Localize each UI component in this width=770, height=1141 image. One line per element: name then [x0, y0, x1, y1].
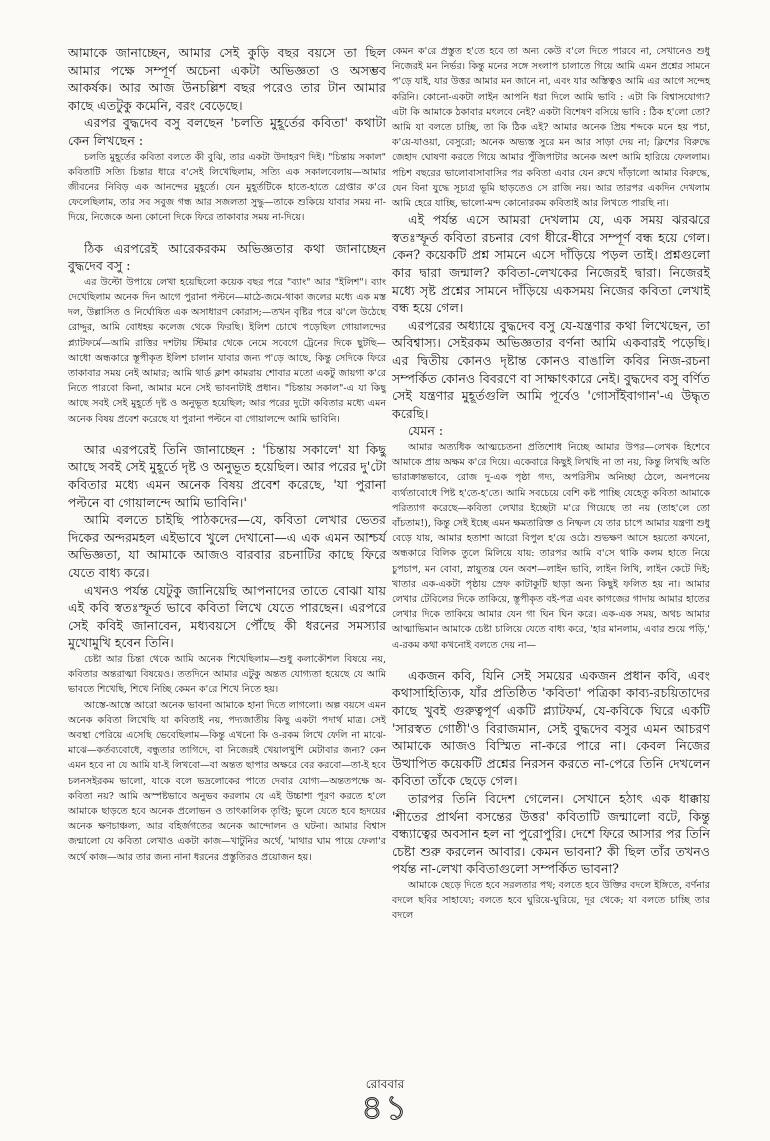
paragraph-spacer	[392, 653, 710, 667]
quote-paragraph: আমার অত্যধিক আত্মচেতনা প্রতিশোধ নিচ্ছে আমার উপর—লেখক হিশেবে আমাকে প্রায় অক্ষম ক'রে দিয়ে। একেবারে কিছুই লিখছি না তা নয়, কিন্তু লিখছি অতি ভারাক্রান্তভাবে, রোজ দু-এক পৃষ্ঠা গদ্য, অপরিসীম অনিচ্ছা ঠেলে, অনপনেয় ব্যর্থতাবোধে পিষ্ট হ'তে-হ'তে। আমি সবচেয়ে বেশি কষ্ট পাচ্ছি যেহেতু কবিতা আমাকে পরিত্যাগ করেছে—কবিতা লেখার ইচ্ছেটা ম'রে গিয়েছে তা নয় (তাহ'লে তো বাঁচতাম!), কিন্তু সেই ইচ্ছে এমন ক্ষমতারিক্ত ও নিষ্ফল যে তার চাপে আমার যন্ত্রণা শুধু বেড়ে যায়, আমার হতাশা আরো বিপুল হ'য়ে ওঠে। শুভক্ষণ আসে হয়তো কখনো, অন্ধকারে বিলিক তুলে মিলিয়ে যায়: তারপর আমি ব'সে থাকি কলম হাতে নিয়ে চুপচাপ, মন বোবা, স্নায়ুতন্ত্র যেন অবশ—লাইন ভাবি, লাইন লিখি, লাইন কেটে দিই; খাতার এক-একটা পৃষ্ঠায় স্রেফ কাটাকুটি ছাড়া অন্য কিছুই ফলিত হয় না। আমার লেখার টেবিলের দিকে তাকিয়ে, স্তূপীকৃত বই-পত্র এবং কাগজের গাদায় আমার হাতের লেখার দিকে তাকিয়ে আমার যেন গা ঘিন ঘিন করে। এক-এক সময়, অথচ আমার আত্মাভিমান আমাকে চেষ্টা চালিয়ে যেতে বাধ্য করে, 'হার মানলাম, এবার শুয়ে পড়ি,' এ-রকম কথা কখনোই বলতে দেয় না—	[392, 441, 710, 651]
quote-paragraph: আস্তে-আস্তে আরো অনেক ভাবনা আমাকে হানা দিতে লাগলো। অল্প বয়সে এমন অনেক কবিতা লিখেছি যা কবিতাই নয়, পদ্যজাতীয় কিছু একটা পদার্থ মাত্র। সেই অবস্থা পেরিয়ে এসেছি ভেবেছিলাম—কিন্তু এখনো কি ও-রকম লিখে ফেলি না মাঝে-মাঝে—কর্তব্যবোধে, বন্ধুতার তাগিদে, বা নিজেরই খেয়ালখুশি মেটাবার জন্য? কেন এমন হবে না যে আমি যা-ই লিখবো—বা অন্তত ছাপার অক্ষরে বের করবো—তা-ই হবে চলনসইরকম ভালো, যাকে বলে ভদ্রলোকের পাতে দেবার যোগ্য—অন্ততপক্ষে অ-কবিতা নয়? আমি অস্পষ্টভাবে অনুভব করলাম যে এই উচ্চাশা পূরণ করতে হ'লে আমাকে ছাড়তে হবে অনেক প্রলোভন ও তাৎকালিক তৃপ্তি; ভুলে যেতে হবে হৃদয়ের অনেক ক্ষণচাঞ্চল্য, আর বহির্জগতের অনেক আন্দোলন ও ঘটনা। আমার বিশ্বাস জন্মালো যে কবিতা লেখাও একটা কাজ—খাটুনির অর্থে, 'মাথার ঘাম পায়ে ফেলা'র অর্থে কাজ—আর তার জন্য নানা ধরনের প্রস্তুতিরও প্রয়োজন হয়।	[68, 699, 386, 863]
body-paragraph: এই পর্যন্ত এসে আমরা দেখলাম যে, এক সময় ঝরঝরে স্বতঃস্ফূর্ত কবিতা রচনার বেগ ধীরে-ধীরে সম্পূর্ণ বন্ধ হয়ে গেল। কেন? কয়েকটি প্রশ্ন সামনে এসে দাঁড়িয়ে পড়ল তাই। প্রশ্নগুলো কার দ্বারা জন্মাল? কবিতা-লেখকের নিজেরই দ্বারা। নিজেরই মধ্যে সৃষ্ট প্রশ্নের সামনে দাঁড়িয়ে একসময় নিজের কবিতা লেখাই বন্ধ হয়ে গেল।	[392, 212, 710, 316]
body-paragraph: এখনও পর্যন্ত যেটুকু জানিয়েছি আপনাদের তাতে বোঝা যায় এই কবি স্বতঃস্ফূর্ত ভাবে কবিতা লিখে যেতে পারছেন। এরপরে সেই কবিই জানাবেন, মধ্যবয়সে পৌঁছে কী ধরনের সমস্যার মুখোমুখি হবেন তিনি।	[68, 582, 386, 651]
quote-paragraph: চলতি মুহূর্তের কবিতা বলতে কী বুঝি, তার একটা উদাহরণ দিই। "চিন্তায় সকাল" কবিতাটি সত্যি চিন্তার ধারে ব'সেই লিখেছিলাম, সত্যি এক সকালবেলায়—আমার জীবনের নিবিড় এক আনন্দের মুহূর্তে। যেন মুহূর্তটিকে হাতে-হাতে গ্রেপ্তার ক'রে ফেলেছিলাম, তার সব সবুজ গন্ধ আর সজলতা সুদ্ধু—তাকে শুকিয়ে যাবার সময় না-দিয়ে, নিজেকে অন্য কোনো দিকে ফিরে তাকাবার সময় না-দিয়ে।	[68, 151, 386, 224]
quote-paragraph: আমাকে ছেড়ে দিতে হবে সরলতার পথ; বলতে হবে উক্তির বদলে ইঙ্গিতে, বর্ণনার বদলে ছবির সাহায্যে; বলতে হবে ঘুরিয়ে-ঘুরিয়ে, দূর থেকে; যা বলতে চাচ্ছি তার বদলে	[392, 879, 710, 922]
quote-paragraph: কেমন ক'রে প্রস্তুত হ'তে হবে তা অন্য কেউ ব'লে দিতে পারবে না, সেখানেও শুধু নিজেরই মন নির্ভর। কিন্তু মনের সঙ্গে সংলাপ চালাতে গিয়ে আমি এমন প্রশ্নের সামনে প'ড়ে যাই, যার উত্তর আমার মন জানে না, এবং যার অস্তিত্বও আমি এর আগে সন্দেহ করিনি। কোনো-একটা লাইন আপনি ধরা দিলে আমি ভাবি : এটা কি বিশ্বাসযোগ্য? এটা কি আমাকে ঠকাবার মৎলবে নেই? একটা বিশেষণ বসিয়ে ভাবি : ঠিক হ'লো তো? আমি যা বলতে চাচ্ছি, তা কি ঠিক এই? আমার অনেক প্রিয় শব্দকে মনে হয় পচা, ক'য়ে-যাওয়া, বেসুরো; অনেক অভ্যস্ত সুরে মন আর সাড়া দেয় না; ক্লিশের বিরুদ্ধে জেহাদ ঘোষণা করতে গিয়ে আমার পুঁজিপাটার অনেক অংশ আমি হারিয়ে ফেললাম। পচিশ বছরের ভালোবাসাবাসির পর কবিতা এবার যেন রুখে দাঁড়ালো আমার বিরুদ্ধে, যেন বিনা যুদ্ধে সূচ্যগ্র ভূমি ছাড়তেও সে রাজি নয়। আর তারপর একদিন দেখলাম আমি হেরে যাচ্ছি, ভালো-মন্দ কোনোরকম কবিতাই আর লিখতে পারছি না।	[392, 46, 710, 210]
paragraph-spacer	[68, 427, 386, 441]
magazine-name: রোববার	[365, 1077, 405, 1091]
body-paragraph: যেমন :	[408, 423, 444, 439]
paragraph-spacer	[68, 226, 386, 240]
body-paragraph: আর এরপরেই তিনি জানাচ্ছেন : 'চিন্তায় সকালে' যা কিছু আছে সবই সেই মুহূর্তে দৃষ্ট ও অনুভূত হয়েছিল। আর পরের দু'টো কবিতার মধ্যে এমন অনেক বিষয় প্রবেশ করেছে, 'যা পুরানা পল্টনে বা গোয়ালন্দে আমি ভাবিনি।'	[68, 441, 386, 510]
body-paragraph: এরপর বুদ্ধদেব বসু বলছেন 'চলতি মুহূর্তের কবিতা' কথাটা কেন লিখছেন :	[68, 115, 386, 148]
page-number: ৪১	[360, 1088, 410, 1128]
body-paragraph: তারপর তিনি বিদেশ গেলেন। সেখানে হঠাৎ এক ধাক্কায় 'শীতের প্রার্থনা বসন্তের উত্তর' কবিতাটি জন্মালো বটে, কিন্তু বন্ধ্যাত্বের অবসান হল না পুরোপুরি। দেশে ফিরে আসার পর তিনি চেষ্টা শুরু করলেন আবার। কেমন ভাবনা? কী ছিল তাঁর তখনও পর্যন্ত না-লেখা কবিতাগুলো সম্পর্কিত ভাবনা?	[392, 790, 710, 877]
body-paragraph: আমি বলতে চাইছি পাঠকদের—যে, কবিতা লেখার ভেতর দিকের অন্দরমহল এইভাবে খুলে দেখানো—এ এক এমন আশ্চর্য অভিজ্ঞতা, যা আমাকে আজও বারবার রচনাটির কাছে ফিরে যেতে বাধ্য করে।	[68, 512, 386, 580]
body-paragraph: এরপরের অধ্যায়ে বুদ্ধদেব বসু যে-যন্ত্রণার কথা লিখেছেন, তা অবিশ্বাস্য। সেইরকম অভিজ্ঞতার বর্ণনা আমি একবারই পড়েছি। এর দ্বিতীয় কোনও দৃষ্টান্ত কোনও বাঙালি কবির নিজ-রচনা সম্পর্কিত কোনও বিবরণে বা সাক্ষাৎকারে নেই। বুদ্ধদেব বসু বর্ণিত সেই যন্ত্রণার মুহূর্তগুলি আমি পূর্বেও 'গোসাঁইবাগান'-এ উদ্ধৃত করেছি।	[392, 317, 710, 421]
right-column	[392, 44, 710, 924]
quote-paragraph: এর উল্টো উপায়ে লেখা হয়েছিলো কয়েক বছর পরে "ব্যাং" আর "ইলিশ"। ব্যাং দেখেছিলাম অনেক দিন আগে পুরানা পল্টনে—মাঠে-জমে-থাকা জলের মধ্যে এক মস্ত দল, উল্লাসিত ও নির্ঘোষিত এক অসাধারণ কোরাস;—তখন বৃষ্টির পরে ঝ'লে উঠেছে রোদ্দুর, আমি বোধহয় কলেজ থেকে ফিরছি। ইলিশ চোখে পড়েছিল গোয়ালন্দের প্ল্যাটফর্মে—আমি রাত্তির দশটায় স্টিমার থেকে নেমে সবেগে ট্রেনের দিকে ছুটছি—আধো অন্ধকারে স্তূপীকৃত ইলিশ চালান যাবার জন্য প'ড়ে আছে, কিন্তু সেদিকে ফিরে তাকাবার সময় নেই আমার; আমি থার্ড ক্লাশ কামরায় শোবার মতো একটু জায়গা ক'রে নিতে পারবো কিনা, আমার মনে সেই ভাবনাটাই প্রধান। "চিন্তায় সকাল"-এ যা কিছু আছে সবই সেই মুহূর্তে দৃষ্ট ও অনুভূত হয়েছিল; আর পরের দুটো কবিতার মধ্যে এমন অনেক বিষয় প্রবেশ করেছে যা পুরানা পল্টনে বা গোয়ালন্দে আমি ভাবিনি।	[68, 276, 386, 425]
body-paragraph: একজন কবি, যিনি সেই সময়ের একজন প্রধান কবি, এবং কথাসাহিত্যিক, যাঁর প্রতিষ্ঠিত 'কবিতা' পত্রিকা কাব্য-রচয়িতাদের কাছে খুবই গুরুত্বপূর্ণ একটি প্ল্যাটফর্ম, যে-কবিকে ঘিরে একটি 'সারস্বত গোষ্ঠী'ও বিরাজমান, সেই বুদ্ধদেব বসুর এমন আচরণ আমাকে আজও বিস্মিত না-করে পারে না। কেবল নিজের উত্থাপিত কয়েকটি প্রশ্নের নিরসন করতে না-পেরে তিনি দেখলেন কবিতা তাঁকে ছেড়ে গেল।	[392, 667, 710, 789]
body-paragraph: ঠিক এরপরেই আরেকরকম অভিজ্ঞতার কথা জানাচ্ছেন বুদ্ধদেব বসু :	[68, 240, 386, 274]
body-paragraph: আমাকে জানাচ্ছেন, আমার সেই কুড়ি বছর বয়সে তা ছিল আমার পক্ষে সম্পূর্ণ অচেনা একটা অভিজ্ঞতা ও অসম্ভব আকর্ষক। আর আজ উনচল্লিশ বছর পরেও তার টান আমার কাছে এতটুকু কমেনি, বরং বেড়েছে।	[68, 45, 386, 113]
left-column	[68, 44, 386, 865]
quote-paragraph: চেষ্টা আর চিন্তা থেকে আমি অনেক শিখেছিলাম—শুধু কলাকৌশল বিষয়ে নয়, কবিতার অন্তরাত্মা বিষয়েও। ততদিনে আমার এটুকু অন্তত যোগ্যতা হয়েছে যে আমি ভাবতে শিখেছি, শিখে নিচ্ছি কেমন ক'রে শিখে নিতে হয়।	[68, 653, 386, 696]
